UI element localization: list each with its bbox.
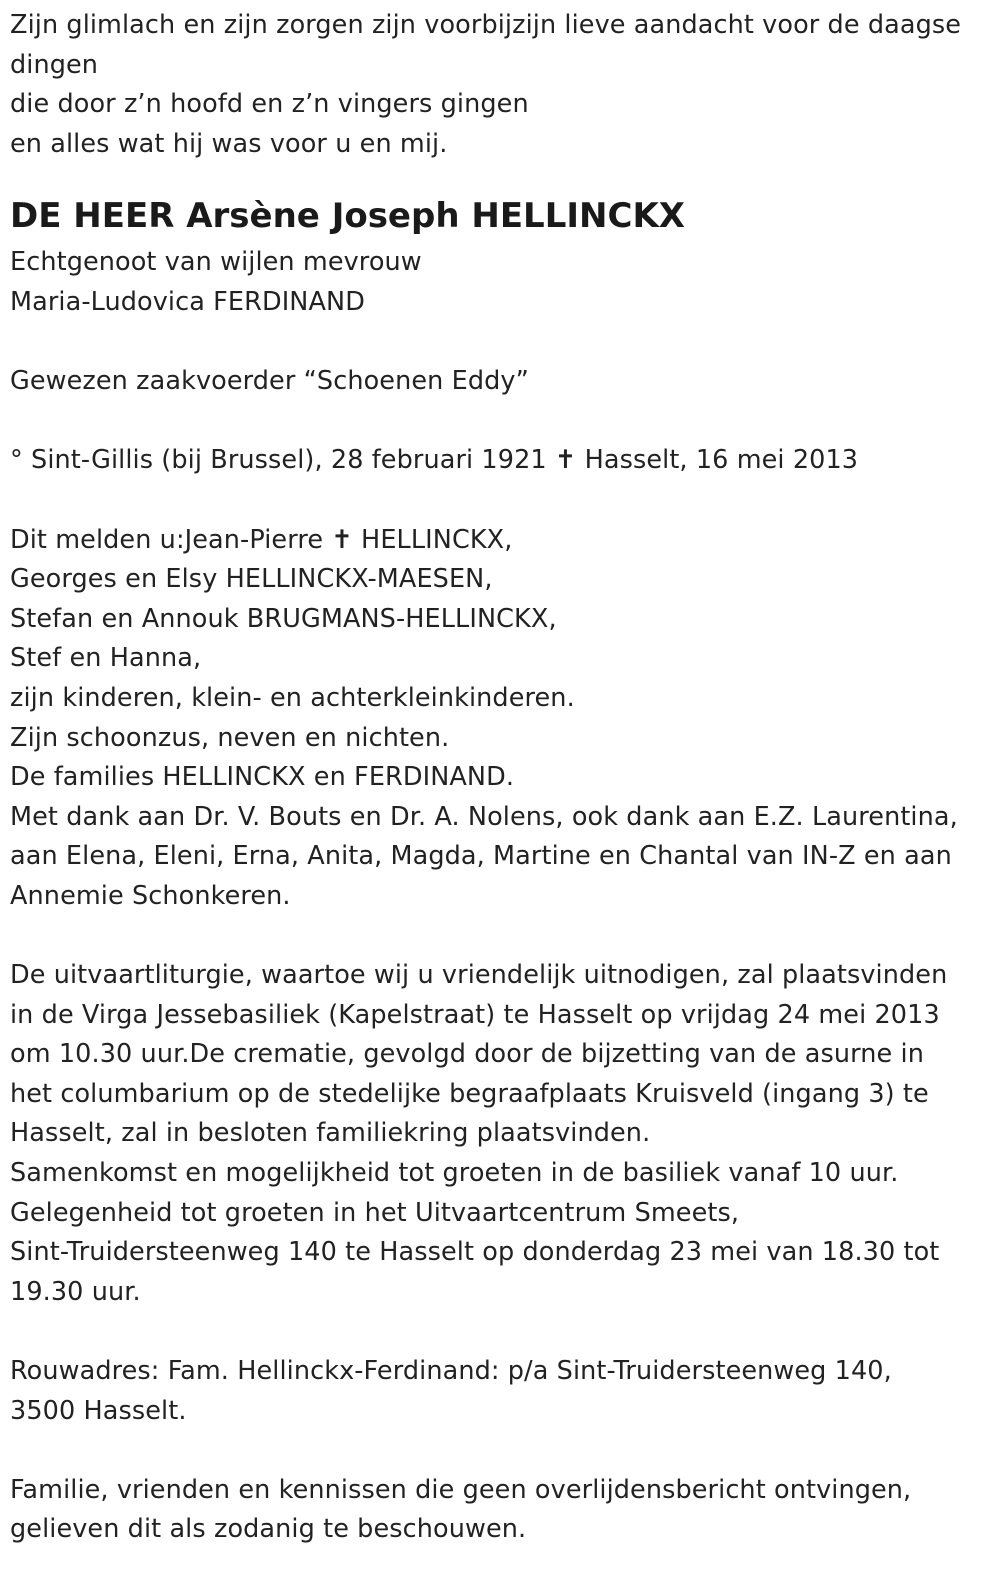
- spacer: [10, 164, 985, 189]
- poem-line: Zijn glimlach en zijn zorgen zijn voorbijzijn lieve aandacht voor de daagse: [10, 10, 962, 40]
- closing-block: [10, 1471, 985, 1550]
- announcement-line: Dit melden u:Jean-Pierre ✝ HELLINCKX,: [10, 524, 513, 555]
- poem-line: dingen: [10, 49, 99, 80]
- announcement-line: aan Elena, Eleni, Erna, Anita, Magda, Martine en Chantal van IN-Z en aan: [10, 841, 952, 872]
- funeral-line: Samenkomst en mogelijkheid tot groeten in de basiliek vanaf 10 uur.: [10, 1158, 899, 1189]
- birth-death-line: ° Sint-Gillis (bij Brussel), 28 februari 1921 ✝ Hasselt, 16 mei 2013: [10, 445, 859, 476]
- funeral-line: Gelegenheid tot groeten in het Uitvaartcentrum Smeets,: [10, 1197, 740, 1228]
- announcement-line: Stef en Hanna,: [10, 643, 202, 674]
- announcement-line: zijn kinderen, klein- en achterkleinkinderen.: [10, 682, 575, 713]
- spouse-line: Echtgenoot van wijlen mevrouw: [10, 247, 422, 278]
- spacer: [10, 1312, 985, 1352]
- announcement-line: Georges en Elsy HELLINCKX-MAESEN,: [10, 564, 493, 595]
- spacer: [10, 323, 985, 363]
- closing-line: Familie, vrienden en kennissen die geen overlijdensbericht ontvingen,: [10, 1474, 912, 1505]
- announcement-line: De families HELLINCKX en FERDINAND.: [10, 762, 515, 793]
- funeral-block: [10, 956, 985, 1312]
- poem-line: die door z’n hoofd en z’n vingers gingen: [10, 89, 529, 120]
- address-line: Rouwadres: Fam. Hellinckx-Ferdinand: p/a Sint-Truidersteenweg 140,: [10, 1356, 892, 1386]
- funeral-line: Sint-Truidersteenweg 140 te Hasselt op donderdag 23 mei van 18.30 tot: [10, 1237, 940, 1268]
- funeral-line: De uitvaartliturgie, waartoe wij u vriendelijk uitnodigen, zal plaatsvinden: [10, 960, 948, 991]
- closing-line: gelieven dit als zodanig te beschouwen.: [10, 1514, 527, 1545]
- deceased-name: DE HEER Arsène Joseph HELLINCKX: [10, 196, 686, 237]
- spacer: [10, 402, 985, 442]
- address-line: 3500 Hasselt.: [10, 1395, 187, 1426]
- announcement-line: Annemie Schonkeren.: [10, 880, 291, 911]
- obituary-notice: [10, 6, 985, 1550]
- funeral-line: om 10.30 uur.De crematie, gevolgd door de bijzetting van de asurne in: [10, 1039, 924, 1070]
- announcement-line: Stefan en Annouk BRUGMANS-HELLINCKX,: [10, 603, 557, 634]
- announcement-line: Met dank aan Dr. V. Bouts en Dr. A. Nolens, ook dank aan E.Z. Laurentina,: [10, 801, 958, 832]
- poem-line: en alles wat hij was voor u en mij.: [10, 128, 448, 159]
- spacer: [10, 481, 985, 521]
- occupation-line: Gewezen zaakvoerder “Schoenen Eddy”: [10, 366, 529, 397]
- spacer: [10, 916, 985, 956]
- funeral-line: het columbarium op de stedelijke begraafplaats Kruisveld (ingang 3) te: [10, 1078, 929, 1109]
- announcement-line: Zijn schoonzus, neven en nichten.: [10, 722, 450, 753]
- funeral-line: in de Virga Jessebasiliek (Kapelstraat) te Hasselt op vrijdag 24 mei 2013: [10, 999, 940, 1030]
- poem-block: [10, 6, 985, 164]
- funeral-line: Hasselt, zal in besloten familiekring plaatsvinden.: [10, 1118, 651, 1149]
- spouse-name: Maria-Ludovica FERDINAND: [10, 286, 365, 317]
- address-block: [10, 1352, 985, 1431]
- funeral-line: 19.30 uur.: [10, 1276, 141, 1307]
- spacer: [10, 1431, 985, 1471]
- announcement-block: [10, 521, 985, 917]
